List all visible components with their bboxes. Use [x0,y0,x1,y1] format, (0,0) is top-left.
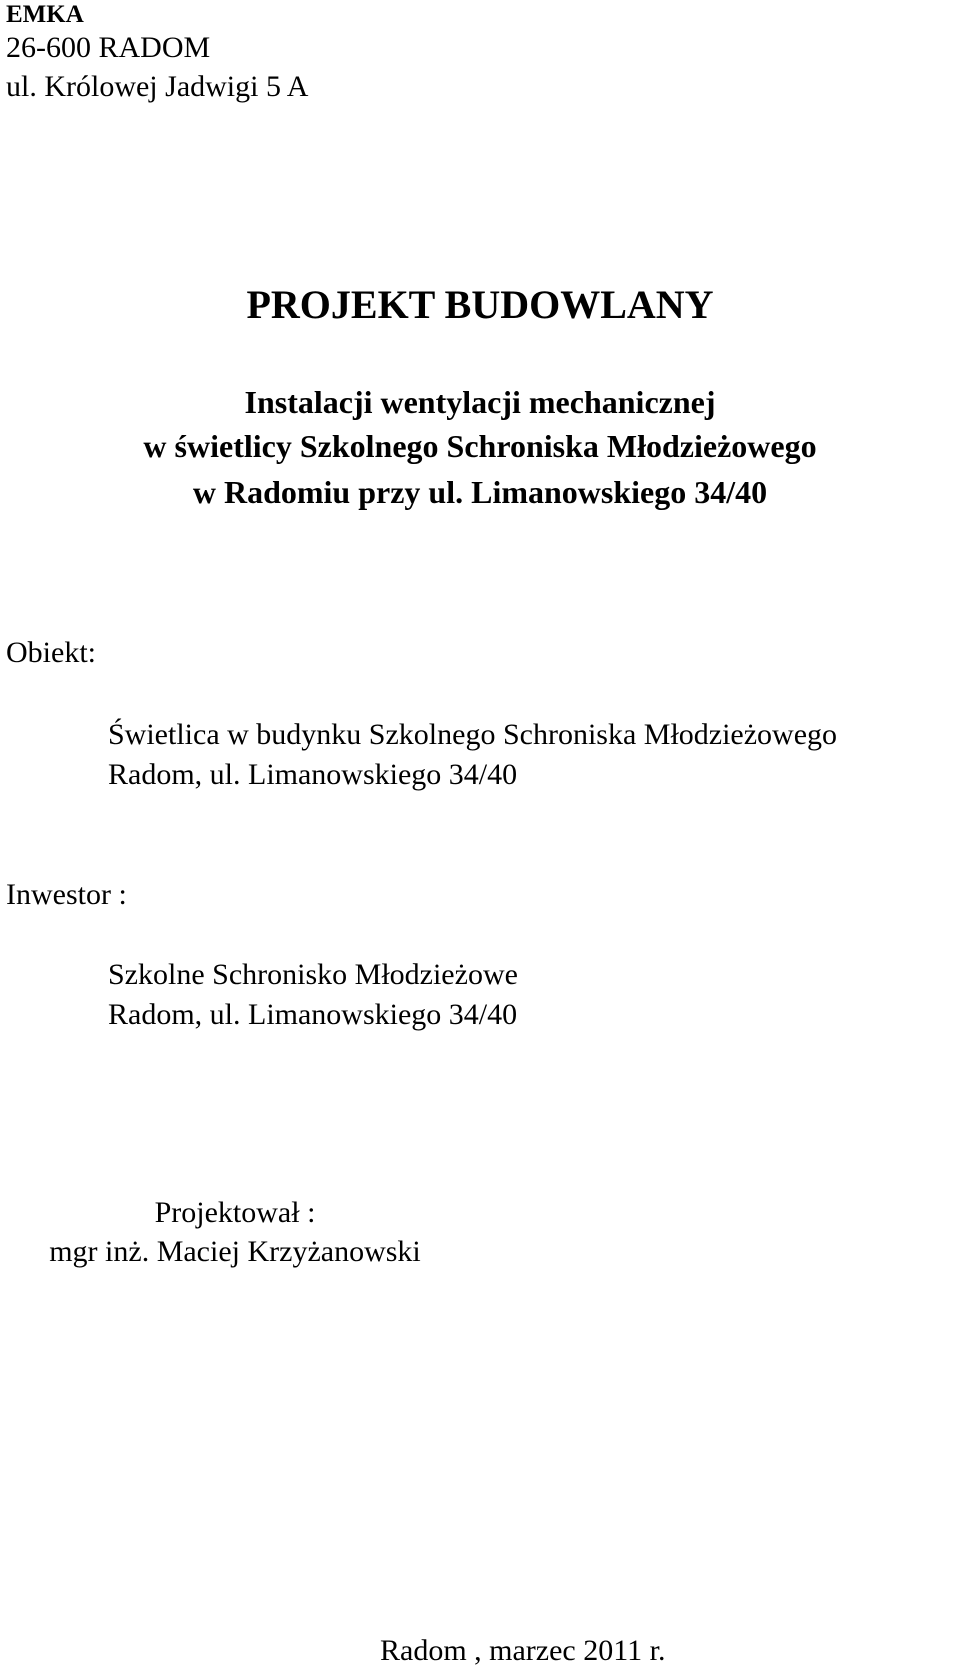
company-city-line: 26-600 RADOM [6,31,211,64]
subtitle-line-3: w Radomiu przy ul. Limanowskiego 34/40 [192,474,768,510]
investor-label: Inwestor : [6,878,127,911]
designer-role: Projektował : [154,1196,316,1229]
object-line-1: Świetlica w budynku Szkolnego Schroniska Młodzieżowego [108,718,838,751]
subtitle-line-1: Instalacji wentylacji mechanicznej [244,384,716,420]
investor-line-1: Szkolne Schronisko Młodzieżowe [108,958,518,991]
company-street-line: ul. Królowej Jadwigi 5 A [6,70,309,103]
object-label: Obiekt: [6,636,96,669]
investor-line-2: Radom, ul. Limanowskiego 34/40 [108,998,518,1031]
company-name: EMKA [6,1,84,28]
subtitle-line-2: w świetlicy Szkolnego Schroniska Młodzieżowego [143,428,817,464]
place-and-date: Radom , marzec 2011 r. [380,1634,666,1667]
designer-name: mgr inż. Maciej Krzyżanowski [49,1235,421,1268]
object-line-2: Radom, ul. Limanowskiego 34/40 [108,758,518,791]
document-title: PROJEKT BUDOWLANY [246,282,714,327]
